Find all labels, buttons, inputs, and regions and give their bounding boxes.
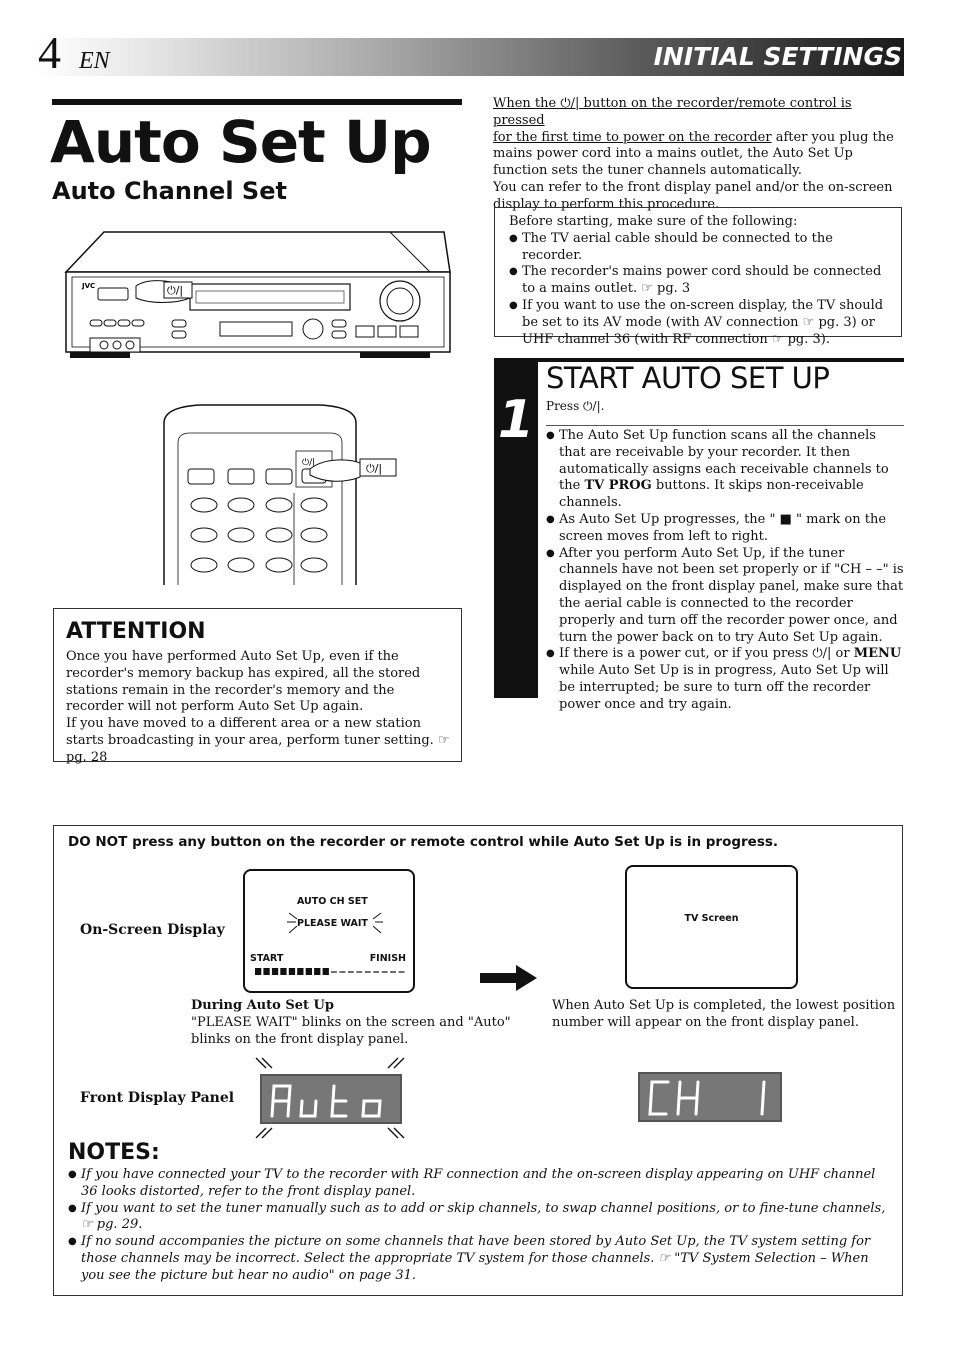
lcd-ch-text <box>780 1074 781 1075</box>
step-divider <box>546 425 904 426</box>
remote-power-callout-label: ⏻/| <box>366 462 383 475</box>
svg-text:⏻/|: ⏻/| <box>302 458 316 468</box>
progress-filled-block <box>297 968 303 975</box>
step-press: Press ⏻/|. <box>546 399 605 413</box>
procedure-box <box>53 825 903 1296</box>
tv-screen-label: TV Screen <box>684 913 739 924</box>
step-number: 1 <box>497 390 535 450</box>
before-item: ● If you want to use the on-screen display, the TV should be set to its AV mode (with AV connection ☞ pg. 3) or UHF channel 36 (with RF connection ☞ pg. 3). <box>509 298 893 348</box>
attention-title: ATTENTION <box>66 619 206 644</box>
blink-marks-icon <box>285 909 385 939</box>
notes-list <box>68 1167 890 1285</box>
notes-title: NOTES: <box>68 1140 160 1165</box>
during-text: "PLEASE WAIT" blinks on the screen and "Auto" blinks on the front display panel. <box>191 1015 511 1047</box>
osd-screen <box>243 869 415 993</box>
lcd-display-auto <box>260 1074 402 1124</box>
progress-filled-block <box>314 968 320 975</box>
step-item: ● If there is a power cut, or if you press ⏻/| or MENU while Auto Set Up is in progress, Auto Set Up will be interrupted; be sure to turn off the recorder power once and try again. <box>546 646 906 713</box>
osd-line2: PLEASE WAIT <box>297 918 368 929</box>
complete-text: When Auto Set Up is completed, the lowest position number will appear on the front display panel. <box>552 998 896 1030</box>
before-item: ● The recorder's mains power cord should be connected to a mains outlet. ☞ pg. 3 <box>509 264 893 298</box>
step-item: ● As Auto Set Up progresses, the " ■ " mark on the screen moves from left to right. <box>546 512 906 546</box>
progress-filled-block <box>263 968 269 975</box>
arrow-right-icon <box>480 964 538 992</box>
power-callout-label: ⏻/| <box>167 284 184 297</box>
progress-filled-block <box>289 968 295 975</box>
step-item: ● After you perform Auto Set Up, if the tuner channels have not been set properly or if "CH – –" is displayed on the front display panel, make sure that the aerial cable is connected to the recorder properly and turn off the recorder power once, and turn the power back on to try Auto Set Up again. <box>546 546 906 647</box>
intro-paragraph <box>493 96 905 214</box>
lcd-auto-text <box>400 1076 401 1077</box>
attention-box <box>53 608 462 765</box>
lcd-display-channel <box>638 1072 782 1122</box>
attention-text <box>66 649 452 767</box>
before-item: ● The TV aerial cable should be connected to the recorder. <box>509 231 893 265</box>
section-title: INITIAL SETTINGS <box>653 42 902 71</box>
intro-underlined-a: When the ⏻/| button on the recorder/remote control is pressed <box>493 96 852 128</box>
osd-finish: FINISH <box>369 953 406 964</box>
progress-filled-block <box>255 968 261 975</box>
page-language: EN <box>79 48 110 74</box>
progress-filled-block <box>272 968 278 975</box>
note-item: ● If no sound accompanies the picture on some channels that have been stored by Auto Set Up, the TV system setting for those channels may be incorrect. Select the appropriate TV system for those channels. ☞ "TV System Selection – When you see the picture but hear no audio" on page 31. <box>68 1234 890 1284</box>
osd-label: On-Screen Display <box>80 922 225 938</box>
lcd-ch-segments <box>640 1074 780 1120</box>
intro-line2: You can refer to the front display panel and/or the on-screen display to perform this procedure. <box>493 179 893 212</box>
tv-screen <box>625 865 798 989</box>
osd-line1: AUTO CH SET <box>297 896 368 907</box>
page-title: Auto Set Up <box>50 108 431 176</box>
step-list <box>546 428 906 714</box>
progress-filled-block <box>280 968 286 975</box>
step-title: START AUTO SET UP <box>546 361 830 395</box>
progress-filled-block <box>306 968 312 975</box>
vcr-brand: JVC <box>82 282 96 290</box>
during-title: During Auto Set Up <box>191 998 334 1013</box>
warning-text: DO NOT press any button on the recorder or remote control while Auto Set Up is in progress. <box>68 834 779 850</box>
fdp-label: Front Display Panel <box>80 1090 235 1106</box>
note-item: ● If you have connected your TV to the recorder with RF connection and the on-screen display appearing on UHF channel 36 looks distorted, refer to the front display panel. <box>68 1167 890 1201</box>
step-item: ● The Auto Set Up function scans all the channels that are receivable by your recorder. It then automatically assigns each receivable channels to the TV PROG buttons. It skips non-receivable channels. <box>546 428 906 512</box>
lcd-auto-segments <box>262 1076 400 1122</box>
intro-rest: after you plug the mains power cord into a mains outlet, the Auto Set Up function sets the tuner channels automatically. <box>493 129 894 179</box>
intro-underlined-b: for the first time to power on the recorder <box>493 129 772 145</box>
osd-progress-bar <box>255 967 407 977</box>
vcr-illustration <box>60 228 460 363</box>
note-item: ● If you want to set the tuner manually such as to add or skip channels, to swap channel positions, or to fine-tune channels, ☞ pg. 29. <box>68 1201 890 1235</box>
page-number: 4 <box>38 27 61 78</box>
attention-p1: Once you have performed Auto Set Up, even if the recorder's memory backup has expired, all the stored stations remain in the recorder's memory and the recorder will not perform Auto Set Up again. <box>66 649 421 715</box>
page-subtitle: Auto Channel Set <box>52 177 287 205</box>
attention-p2: If you have moved to a different area or a new station starts broadcasting in your area, perform tuner setting. ☞ pg. 28 <box>66 716 450 765</box>
osd-start: START <box>250 953 284 964</box>
progress-filled-block <box>323 968 329 975</box>
remote-illustration <box>160 403 400 585</box>
before-heading: Before starting, make sure of the following: <box>509 214 798 229</box>
before-starting-box <box>494 207 902 347</box>
title-rule <box>52 99 462 105</box>
